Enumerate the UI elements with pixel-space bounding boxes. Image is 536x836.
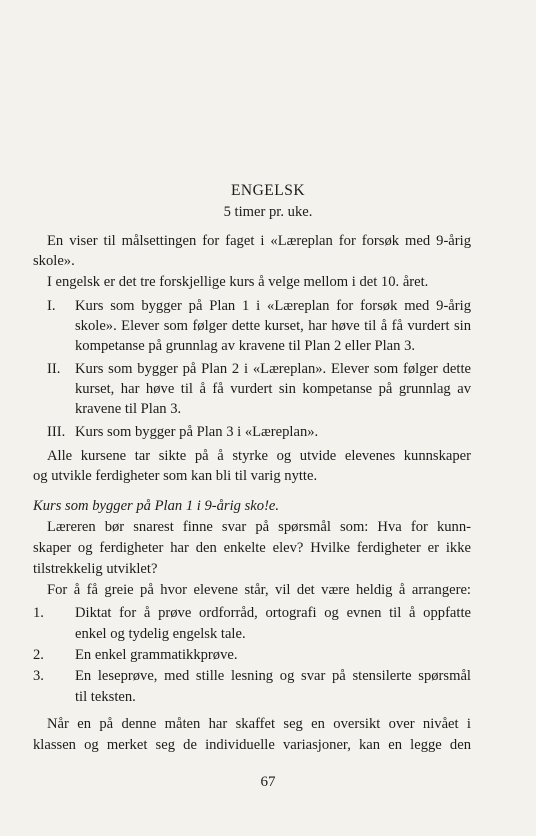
page-number: 67 bbox=[260, 774, 276, 790]
course-iii-line-1: Kurs som bygger på Plan 3 i «Læreplan». bbox=[75, 424, 319, 440]
section-title: Kurs som bygger på Plan 1 i 9-årig sko!e. bbox=[33, 498, 280, 514]
closing-line-1: Når en på denne måten har skaffet seg en oversikt over nivået i bbox=[47, 716, 471, 732]
list-number-2: 2. bbox=[33, 647, 44, 663]
page-heading: ENGELSK bbox=[230, 182, 306, 199]
list-number-3: 3. bbox=[33, 668, 44, 684]
teacher-line-2: skaper og ferdigheter har den enkelte elev? Hvilke ferdigheter er ikke bbox=[33, 540, 471, 556]
course-i-line-2: skole». Elever som følger dette kurset, har høve til å få vurdert sin bbox=[75, 318, 471, 334]
intro-line-3: I engelsk er det tre forskjellige kurs å velge mellom i det 10. året. bbox=[47, 274, 429, 290]
teacher-line-4: For å få greie på hvor elevene står, vil det være heldig å arrangere: bbox=[47, 582, 471, 598]
course-ii-line-3: kravene til Plan 3. bbox=[75, 401, 182, 417]
list-item-3-line-1: En leseprøve, med stille lesning og svar på stensilerte spørsmål bbox=[75, 668, 471, 684]
course-iii-numeral: III. bbox=[47, 424, 66, 440]
page-subheading: 5 timer pr. uke. bbox=[223, 204, 313, 220]
list-item-1-line-2: enkel og tydelig engelsk tale. bbox=[75, 626, 246, 642]
course-ii-numeral: II. bbox=[47, 361, 61, 377]
intro-line-2: skole». bbox=[33, 253, 75, 269]
course-i-line-1: Kurs som bygger på Plan 1 i «Læreplan for forsøk med 9-årig bbox=[75, 298, 471, 314]
course-ii-line-1: Kurs som bygger på Plan 2 i «Læreplan». Elever som følger dette bbox=[75, 361, 471, 377]
course-i-line-3: kompetanse på grunnlag av kravene til Plan 2 eller Plan 3. bbox=[75, 338, 416, 354]
teacher-line-1: Læreren bør snarest finne svar på spørsmål som: Hva for kunn- bbox=[47, 519, 471, 535]
intro-line-1: En viser til målsettingen for faget i «Læreplan for forsøk med 9-årig bbox=[47, 233, 471, 249]
course-i-numeral: I. bbox=[47, 298, 56, 314]
list-number-1: 1. bbox=[33, 605, 44, 621]
list-item-2-line-1: En enkel grammatikkprøve. bbox=[75, 647, 238, 663]
aims-line-1: Alle kursene tar sikte på å styrke og utvide elevenes kunnskaper bbox=[47, 448, 471, 464]
list-item-3-line-2: til teksten. bbox=[75, 689, 136, 705]
closing-line-2: klassen og merket seg de individuelle variasjoner, kan en legge den bbox=[33, 737, 471, 753]
teacher-line-3: tilstrekkelig utviklet? bbox=[33, 561, 158, 577]
aims-line-2: og utvikle ferdigheter som kan bli til varig nytte. bbox=[33, 468, 318, 484]
list-item-1-line-1: Diktat for å prøve ordforråd, ortografi og evnen til å oppfatte bbox=[75, 605, 471, 621]
course-ii-line-2: kurset, har høve til å få vurdert sin kompetanse på grunnlag av bbox=[75, 381, 471, 397]
